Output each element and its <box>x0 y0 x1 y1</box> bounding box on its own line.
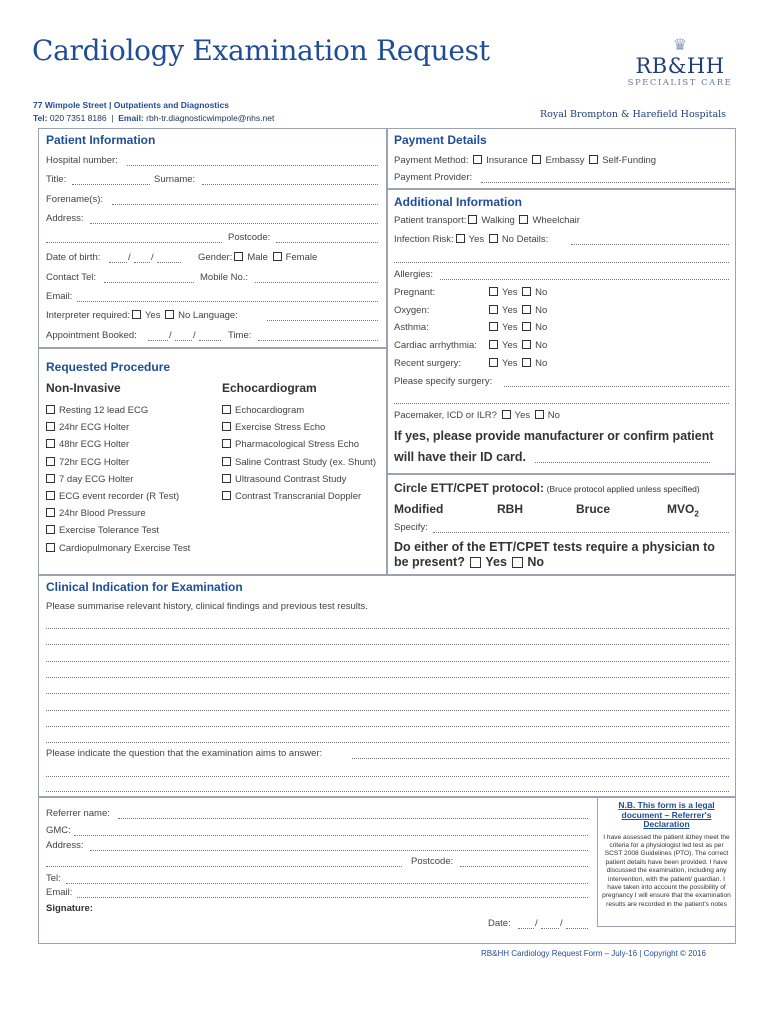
gender-row <box>198 252 317 263</box>
echo-checkbox[interactable] <box>222 439 231 448</box>
interpreter-no-label: No <box>178 310 191 321</box>
echo-checkbox[interactable] <box>222 474 231 483</box>
asthma-no-checkbox[interactable] <box>522 322 531 331</box>
surgery-no-checkbox[interactable] <box>522 358 531 367</box>
transport-row <box>394 215 580 226</box>
asthma-yes-label: Yes <box>502 322 518 333</box>
male-label: Male <box>247 252 268 263</box>
crown-icon: ♛ <box>672 35 688 54</box>
physician-question-2: be present? <box>394 555 465 569</box>
referrer-name-field[interactable] <box>118 809 588 819</box>
mvo2-label: MVO <box>667 502 695 516</box>
non-invasive-checkbox[interactable] <box>46 491 55 500</box>
tel-label: Tel: <box>33 113 48 123</box>
referrer-postcode-label: Postcode: <box>411 856 454 867</box>
protocol-rbh[interactable]: RBH <box>497 502 523 516</box>
address-line: 77 Wimpole Street | Outpatients and Diagnostics <box>33 100 229 110</box>
non-invasive-checkbox[interactable] <box>46 457 55 466</box>
mobile-label: Mobile No.: <box>200 272 249 283</box>
echo-item[interactable] <box>222 405 376 422</box>
physician-question-row <box>394 555 544 569</box>
self-funding-label: Self-Funding <box>602 155 657 166</box>
non-invasive-item[interactable] <box>46 525 190 542</box>
embassy-label: Embassy <box>545 155 585 166</box>
postcode-field[interactable] <box>276 233 378 243</box>
non-invasive-checkbox[interactable] <box>46 543 55 552</box>
forenames-field[interactable] <box>112 195 378 205</box>
specify-surgery-field-2[interactable] <box>394 394 729 404</box>
recent-surgery-options <box>487 358 547 369</box>
physician-yes-label: Yes <box>485 555 507 569</box>
cardiac-no-label: No <box>535 340 548 351</box>
hospital-number-field[interactable] <box>127 156 378 166</box>
infection-details-field-2[interactable] <box>394 253 729 263</box>
title-field[interactable] <box>72 175 150 185</box>
female-label: Female <box>285 252 318 263</box>
payment-provider-label: Payment Provider: <box>394 172 473 183</box>
clinical-line[interactable] <box>46 652 729 662</box>
referrer-address-field[interactable] <box>90 841 588 851</box>
clinical-line[interactable] <box>46 684 729 694</box>
asthma-label: Asthma: <box>394 322 429 333</box>
echo-checkbox[interactable] <box>222 457 231 466</box>
email-label: Email: <box>46 291 73 302</box>
cardiac-yes-checkbox[interactable] <box>489 340 498 349</box>
oxygen-yes-checkbox[interactable] <box>489 305 498 314</box>
clinical-line[interactable] <box>46 619 729 629</box>
infection-label: Infection Risk: <box>394 234 454 245</box>
details-label: Details: <box>516 234 549 245</box>
cardiac-label: Cardiac arrhythmia: <box>394 340 477 351</box>
signature-label: Signature: <box>46 903 93 914</box>
question-label: Please indicate the question that the examination aims to answer: <box>46 748 323 759</box>
echo-label: Echocardiogram <box>235 405 305 416</box>
referrer-address-field-2[interactable] <box>46 857 402 867</box>
appointment-label: Appointment Booked: <box>46 330 137 341</box>
dob-year-field[interactable] <box>157 253 181 263</box>
pregnant-no-checkbox[interactable] <box>522 287 531 296</box>
clinical-line[interactable] <box>46 717 729 727</box>
non-invasive-checkbox[interactable] <box>46 422 55 431</box>
wheelchair-checkbox[interactable] <box>519 215 528 224</box>
email-label: Email: <box>118 113 144 123</box>
referrer-tel-label: Tel: <box>46 873 61 884</box>
question-field-3[interactable] <box>46 782 729 792</box>
pregnant-yes-checkbox[interactable] <box>489 287 498 296</box>
question-field-2[interactable] <box>46 767 729 777</box>
infection-details-field[interactable] <box>571 235 729 245</box>
clinical-line[interactable] <box>46 635 729 645</box>
infection-row <box>394 234 548 245</box>
recent-surgery-label: Recent surgery: <box>394 358 462 369</box>
clinical-line[interactable] <box>46 701 729 711</box>
clinical-line[interactable] <box>46 668 729 678</box>
asthma-no-label: No <box>535 322 548 333</box>
echo-item[interactable] <box>222 422 376 439</box>
specify-field[interactable] <box>433 523 729 533</box>
hospitals-name: Royal Brompton & Harefield Hospitals <box>540 109 727 120</box>
email-field[interactable] <box>77 292 378 302</box>
appointment-slash-1: / <box>169 330 172 341</box>
pregnant-no-label: No <box>535 287 548 298</box>
ett-heading: Circle ETT/CPET protocol: <box>394 481 545 495</box>
language-label: Language: <box>192 310 238 321</box>
wheelchair-label: Wheelchair <box>532 215 580 226</box>
payment-method-label: Payment Method: <box>394 155 469 166</box>
footer-text: RB&HH Cardiology Request Form – July-16 | Copyright © 2016 <box>481 949 706 958</box>
male-checkbox[interactable] <box>234 252 243 261</box>
clinic-address: 77 Wimpole Street | Outpatients and Diagnostics Tel: 020 7351 8186 | Email: rbh-tr.diagnosticwimpole@nhs.net <box>33 100 275 123</box>
referrer-date-month[interactable] <box>541 919 559 929</box>
walking-checkbox[interactable] <box>468 215 477 224</box>
echo-list <box>222 405 376 508</box>
non-invasive-item[interactable] <box>46 457 190 474</box>
oxygen-label: Oxygen: <box>394 305 430 316</box>
non-invasive-label: Resting 12 lead ECG <box>59 405 149 416</box>
oxygen-yes-label: Yes <box>502 305 518 316</box>
non-invasive-checkbox[interactable] <box>46 405 55 414</box>
non-invasive-label: ECG event recorder (R Test) <box>59 490 180 502</box>
address-field-2[interactable] <box>46 233 222 243</box>
referrer-postcode-field[interactable] <box>460 857 588 867</box>
time-label: Time: <box>228 330 252 341</box>
non-invasive-item[interactable] <box>46 508 190 525</box>
non-invasive-item[interactable] <box>46 491 190 508</box>
transport-label: Patient transport: <box>394 215 467 226</box>
infection-yes-checkbox[interactable] <box>456 234 465 243</box>
non-invasive-label: 72hr ECG Holter <box>59 456 130 468</box>
echo-item[interactable] <box>222 439 376 456</box>
female-checkbox[interactable] <box>273 252 282 261</box>
ett-note: (Bruce protocol applied unless specified) <box>546 484 700 494</box>
insurance-label: Insurance <box>486 155 528 166</box>
embassy-checkbox[interactable] <box>532 155 541 164</box>
infection-yes-label: Yes <box>468 234 485 245</box>
oxygen-options <box>487 305 547 316</box>
additional-heading: Additional Information <box>394 195 522 209</box>
protocol-mvo2[interactable] <box>667 502 699 518</box>
oxygen-no-label: No <box>535 305 548 316</box>
appointment-year-field[interactable] <box>199 331 221 341</box>
logo-main: RB&HH <box>635 54 725 78</box>
asthma-options <box>487 322 547 333</box>
pregnant-label: Pregnant: <box>394 287 436 298</box>
echo-label: Saline Contrast Study (ex. Shunt) <box>235 456 376 468</box>
pacemaker-no-checkbox[interactable] <box>535 410 544 419</box>
interpreter-yes-label: Yes <box>144 310 161 321</box>
gmc-field[interactable] <box>74 826 588 836</box>
physician-no-checkbox[interactable] <box>512 557 523 568</box>
non-invasive-item[interactable] <box>46 474 190 491</box>
appointment-day-field[interactable] <box>148 331 168 341</box>
allergies-field[interactable] <box>440 270 729 280</box>
title-label: Title: <box>46 174 67 185</box>
pacemaker-no-label: No <box>547 410 560 421</box>
echo-heading: Echocardiogram <box>222 381 317 395</box>
non-invasive-label: 24hr ECG Holter <box>59 422 130 434</box>
non-invasive-item[interactable] <box>46 405 190 422</box>
dob-month-field[interactable] <box>134 253 150 263</box>
appointment-month-field[interactable] <box>175 331 192 341</box>
interpreter-label: Interpreter required: <box>46 310 130 321</box>
non-invasive-label: 7 day ECG Holter <box>59 473 134 485</box>
non-invasive-item[interactable] <box>46 543 190 560</box>
non-invasive-checkbox[interactable] <box>46 439 55 448</box>
referrer-declaration <box>600 801 733 909</box>
payment-provider-field[interactable] <box>481 173 729 183</box>
procedure-heading: Requested Procedure <box>46 360 171 374</box>
cardiac-yes-label: Yes <box>502 340 518 351</box>
insurance-checkbox[interactable] <box>473 155 482 164</box>
mvo2-subscript: 2 <box>694 509 699 519</box>
non-invasive-heading: Non-Invasive <box>46 381 121 395</box>
surname-field[interactable] <box>202 175 378 185</box>
forenames-label: Forename(s): <box>46 194 104 205</box>
form-title: Cardiology Examination Request <box>32 34 490 67</box>
hospital-number-label: Hospital number: <box>46 155 118 166</box>
surgery-no-label: No <box>535 358 548 369</box>
mobile-field[interactable] <box>255 273 378 283</box>
address-label: Address: <box>46 213 84 224</box>
non-invasive-item[interactable] <box>46 439 190 456</box>
echo-label: Exercise Stress Echo <box>235 422 326 434</box>
dob-slash-2: / <box>151 252 154 263</box>
referrer-email-label: Email: <box>46 887 73 898</box>
pregnant-options <box>487 287 547 298</box>
declaration-text: I have assessed the patient &they meet the criteria for a physiologist led test as per SCST 2008 Guidelines (PTO). The correct patient details have been provided. I have discussed the examination, including any intervention, with the patient/ guardian. I have taken into account the possibility of pregnancy I will ensure that the examination results are recorded in the patient's notes <box>602 833 731 908</box>
clinic-email: rbh-tr.diagnosticwimpole@nhs.net <box>146 113 275 123</box>
appointment-slash-2: / <box>193 330 196 341</box>
gmc-label: GMC: <box>46 825 71 836</box>
cardiac-no-checkbox[interactable] <box>522 340 531 349</box>
manufacturer-question: If yes, please provide manufacturer or confirm patient <box>394 429 714 443</box>
dob-slash-1: / <box>128 252 131 263</box>
echo-item[interactable] <box>222 457 376 474</box>
gender-label: Gender: <box>198 252 233 263</box>
payment-heading: Payment Details <box>394 133 487 147</box>
walking-label: Walking <box>481 215 515 226</box>
clinic-tel: 020 7351 8186 <box>49 113 107 123</box>
echo-item[interactable] <box>222 474 376 491</box>
non-invasive-list <box>46 405 190 560</box>
echo-checkbox[interactable] <box>222 422 231 431</box>
cardiac-options <box>487 340 547 351</box>
asthma-yes-checkbox[interactable] <box>489 322 498 331</box>
non-invasive-label: Exercise Tolerance Test <box>59 525 159 537</box>
surname-label: Surname: <box>154 174 196 185</box>
referrer-date-slash-2: / <box>560 918 563 929</box>
non-invasive-label: 48hr ECG Holter <box>59 439 130 451</box>
clinical-line[interactable] <box>46 733 729 743</box>
non-invasive-checkbox[interactable] <box>46 474 55 483</box>
declaration-heading: N.B. This form is a legal document – Referrer's Declaration <box>618 800 715 829</box>
dob-label: Date of birth: <box>46 252 101 263</box>
infection-no-checkbox[interactable] <box>489 234 498 243</box>
time-field[interactable] <box>258 331 378 341</box>
non-invasive-label: Cardiopulmonary Exercise Test <box>59 542 191 554</box>
oxygen-no-checkbox[interactable] <box>522 305 531 314</box>
echo-label: Ultrasound Contrast Study <box>235 473 347 485</box>
referrer-email-field[interactable] <box>77 888 588 898</box>
self-funding-checkbox[interactable] <box>589 155 598 164</box>
physician-question: Do either of the ETT/CPET tests require a physician to <box>394 540 715 554</box>
dob-day-field[interactable] <box>109 253 127 263</box>
specify-label: Specify: <box>394 522 428 533</box>
interpreter-row <box>46 310 238 321</box>
postcode-label: Postcode: <box>228 232 271 243</box>
referrer-date-label: Date: <box>488 918 511 929</box>
echo-label: Contrast Transcranial Doppler <box>235 490 362 502</box>
pacemaker-yes-label: Yes <box>514 410 531 421</box>
id-card-question: will have their ID card. <box>394 450 526 464</box>
clinical-heading: Clinical Indication for Examination <box>46 580 243 594</box>
referrer-date-year[interactable] <box>566 919 588 929</box>
protocol-modified[interactable]: Modified <box>394 502 444 516</box>
logo-sub: SPECIALIST CARE <box>627 78 733 88</box>
interpreter-yes-checkbox[interactable] <box>132 310 141 319</box>
protocol-bruce[interactable]: Bruce <box>576 502 611 516</box>
pacemaker-row <box>394 410 560 421</box>
physician-no-label: No <box>527 555 545 569</box>
surgery-yes-checkbox[interactable] <box>489 358 498 367</box>
non-invasive-checkbox[interactable] <box>46 525 55 534</box>
contact-tel-field[interactable] <box>104 273 194 283</box>
referrer-tel-field[interactable] <box>66 874 588 884</box>
ett-heading-row <box>394 481 700 495</box>
interpreter-no-checkbox[interactable] <box>165 310 174 319</box>
referrer-address-label: Address: <box>46 840 84 851</box>
non-invasive-checkbox[interactable] <box>46 508 55 517</box>
echo-checkbox[interactable] <box>222 491 231 500</box>
surgery-yes-label: Yes <box>502 358 518 369</box>
pregnant-yes-label: Yes <box>502 287 518 298</box>
address-field-1[interactable] <box>90 214 378 224</box>
referrer-name-label: Referrer name: <box>46 808 110 819</box>
payment-method-row <box>394 155 656 166</box>
echo-label: Pharmacological Stress Echo <box>235 439 360 451</box>
echo-checkbox[interactable] <box>222 405 231 414</box>
allergies-label: Allergies: <box>394 269 434 280</box>
language-field[interactable] <box>267 311 378 321</box>
physician-yes-checkbox[interactable] <box>470 557 481 568</box>
clinical-summary-label: Please summarise relevant history, clinical findings and previous test results. <box>46 601 368 612</box>
contact-tel-label: Contact Tel: <box>46 272 96 283</box>
infection-no-label: No <box>501 234 514 245</box>
specify-surgery-label: Please specify surgery: <box>394 376 493 387</box>
non-invasive-item[interactable] <box>46 422 190 439</box>
patient-info-heading: Patient Information <box>46 133 156 147</box>
rbhh-logo <box>620 36 740 88</box>
specify-surgery-field[interactable] <box>504 377 729 387</box>
referrer-date-day[interactable] <box>518 919 534 929</box>
manufacturer-field[interactable] <box>535 453 710 463</box>
referrer-date-slash-1: / <box>535 918 538 929</box>
question-field-1[interactable] <box>352 749 729 759</box>
pacemaker-yes-checkbox[interactable] <box>502 410 511 419</box>
non-invasive-label: 24hr Blood Pressure <box>59 508 146 520</box>
pacemaker-label: Pacemaker, ICD or ILR? <box>394 410 497 421</box>
echo-item[interactable] <box>222 491 376 508</box>
